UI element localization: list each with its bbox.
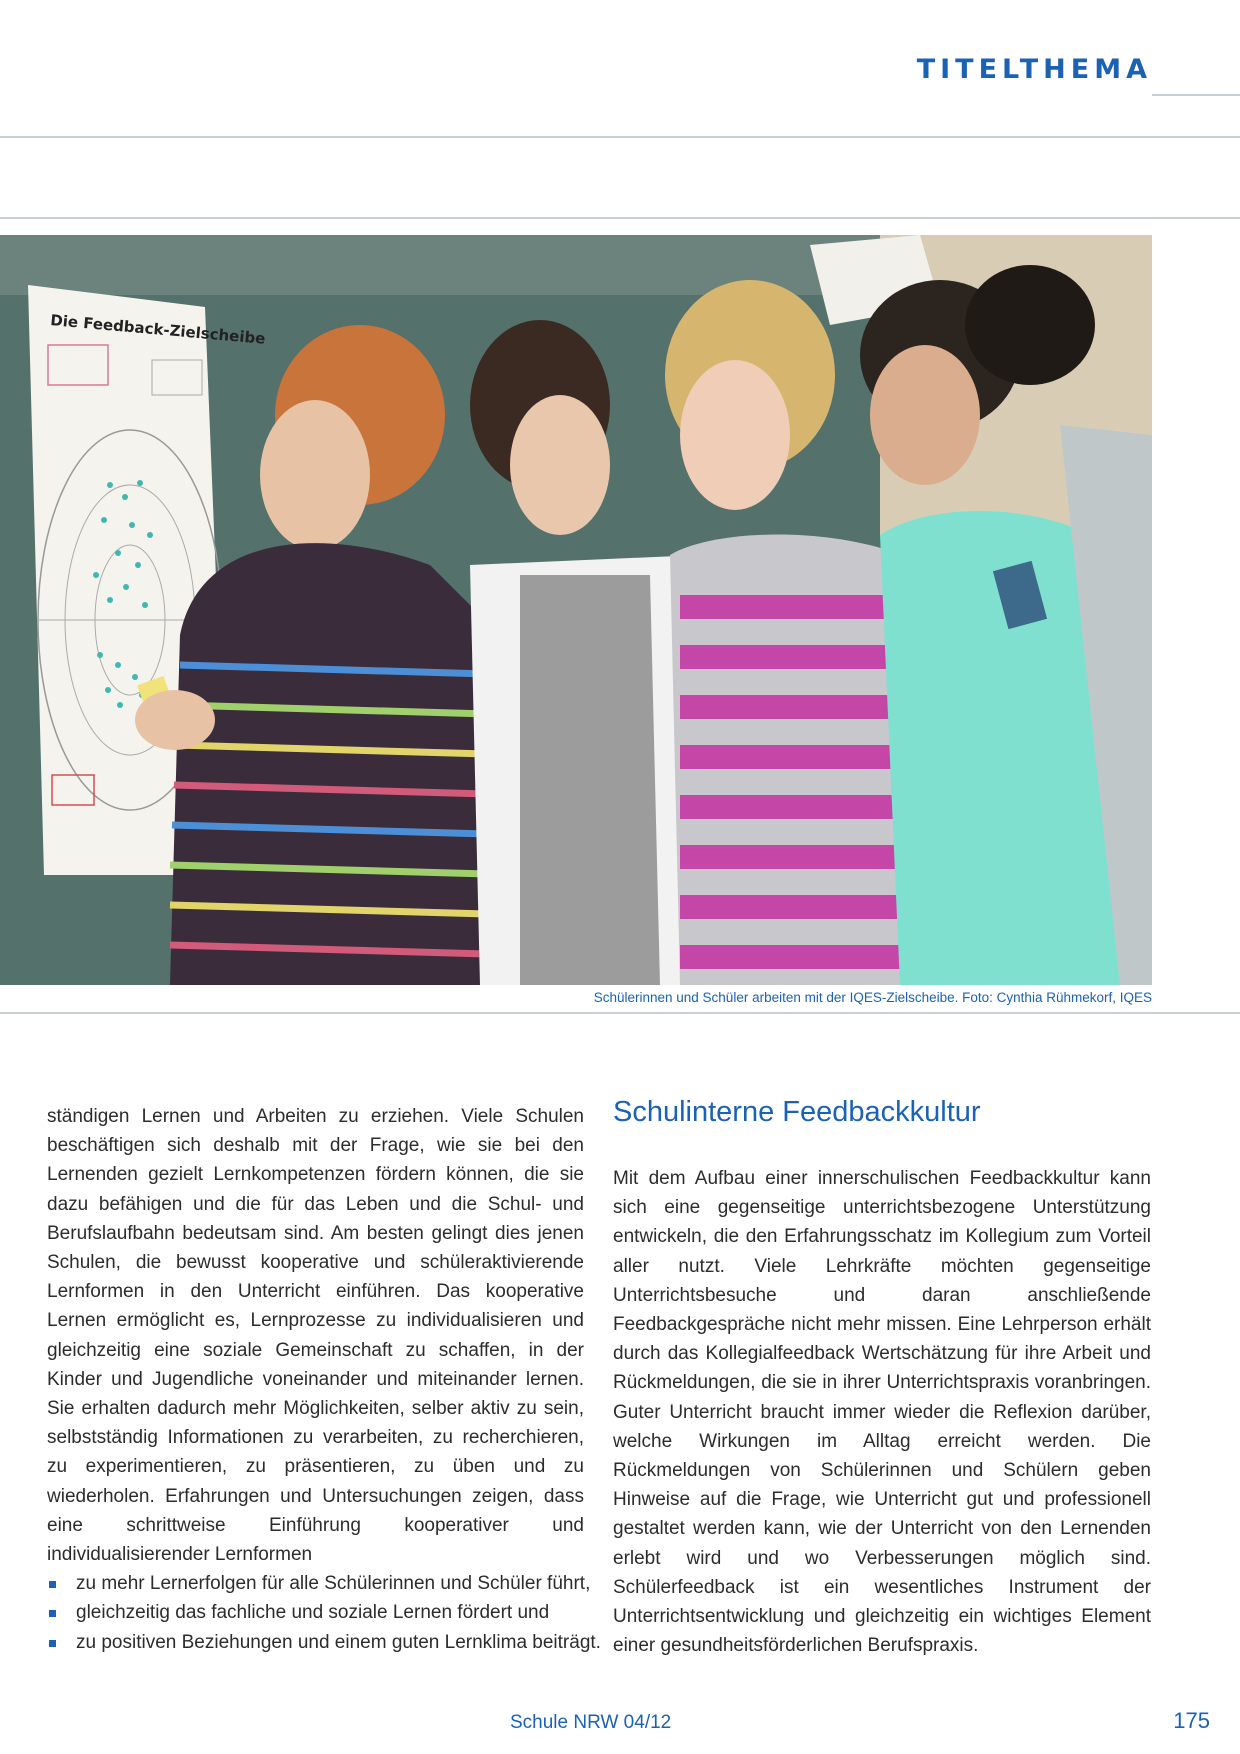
left-column <box>47 1102 601 1657</box>
photo-caption: Schülerinnen und Schüler arbeiten mit der IQES-Zielscheibe. Foto: Cynthia Rühmekorf, IQES <box>593 990 1152 1005</box>
section-title: TITELTHEMA <box>916 54 1152 85</box>
right-column <box>613 1164 1151 1660</box>
header-rule-short <box>1152 94 1240 96</box>
bullet-item: gleichzeitig das fachliche und soziale Lernen fördert und <box>47 1598 584 1627</box>
poster-title: Die Feedback-Zielscheibe <box>49 311 267 348</box>
bullet-list <box>47 1569 601 1657</box>
magazine-issue: Schule NRW 04/12 <box>510 1712 672 1733</box>
bullet-item: zu mehr Lernerfolgen für alle Schülerinnen und Schüler führt, <box>47 1569 584 1598</box>
photo-top-rule <box>0 217 1240 219</box>
bullet-item: zu positiven Beziehungen und einem guten Lernklima beiträgt. <box>47 1628 584 1657</box>
classroom-photo <box>0 235 1152 985</box>
left-paragraph: ständigen Lernen und Arbeiten zu erziehen. Viele Schulen beschäftigen sich deshalb mit der Frage, wie sie bei den Lernenden gezielt Lernkompetenzen fördern können, die sie dazu befähigen und die für das Leben und die Schul- und Berufslaufbahn bedeutsam sind. Am besten gelingt dies jenen Schulen, die bewusst kooperative und schüleraktivierende Lernformen in den Unterricht einführen. Das kooperative Lernen ermöglicht es, Lernprozesse zu individualisieren und gleichzeitig eine soziale Gemeinschaft zu schaffen, in der Kinder und Jugendliche voneinander und miteinander lernen. Sie erhalten dadurch mehr Möglichkeiten, selber aktiv zu sein, selbstständig Informationen zu verarbeiten, zu recherchieren, zu experimentieren, zu präsentieren, zu üben und zu wiederholen. Erfahrungen und Untersuchungen zeigen, dass eine schrittweise Einführung kooperativer und individualisierender Lernformen <box>47 1106 584 1566</box>
section-heading: Schulinterne Feedbackkultur <box>613 1096 981 1128</box>
caption-rule <box>0 1012 1240 1014</box>
page-number: 175 <box>1173 1708 1210 1733</box>
right-paragraph: Mit dem Aufbau einer innerschulischen Feedbackkultur kann sich eine gegenseitige unterrichtsbezogene Unterstützung entwickeln, die den Erfahrungsschatz im Kollegium zum Vorteil aller nutzt. Viele Lehrkräfte möchten gegenseitige Unterrichtsbesuche und daran anschließende Feedbackgespräche nicht mehr missen. Eine Lehrperson erhält durch das Kollegialfeedback Wertschätzung für ihre Arbeit und Rückmeldungen, die sie in ihrer Unterrichtspraxis voranbringen. Guter Unterricht braucht immer wieder die Reflexion darüber, welche Wirkungen im Alltag erreicht werden. Die Rückmeldungen von Schülerinnen und Schülern geben Hinweise auf die Frage, wie Unterricht gut und professionell gestaltet werden kann, wie der Unterricht von den Lernenden erlebt wird und wo Verbesserungen möglich sind. Schülerfeedback ist ein wesentliches Instrument der Unterrichtsentwicklung und gleichzeitig ein wichtiges Element einer gesundheitsförderlichen Berufspraxis. <box>613 1168 1151 1657</box>
header-rule <box>0 136 1240 138</box>
